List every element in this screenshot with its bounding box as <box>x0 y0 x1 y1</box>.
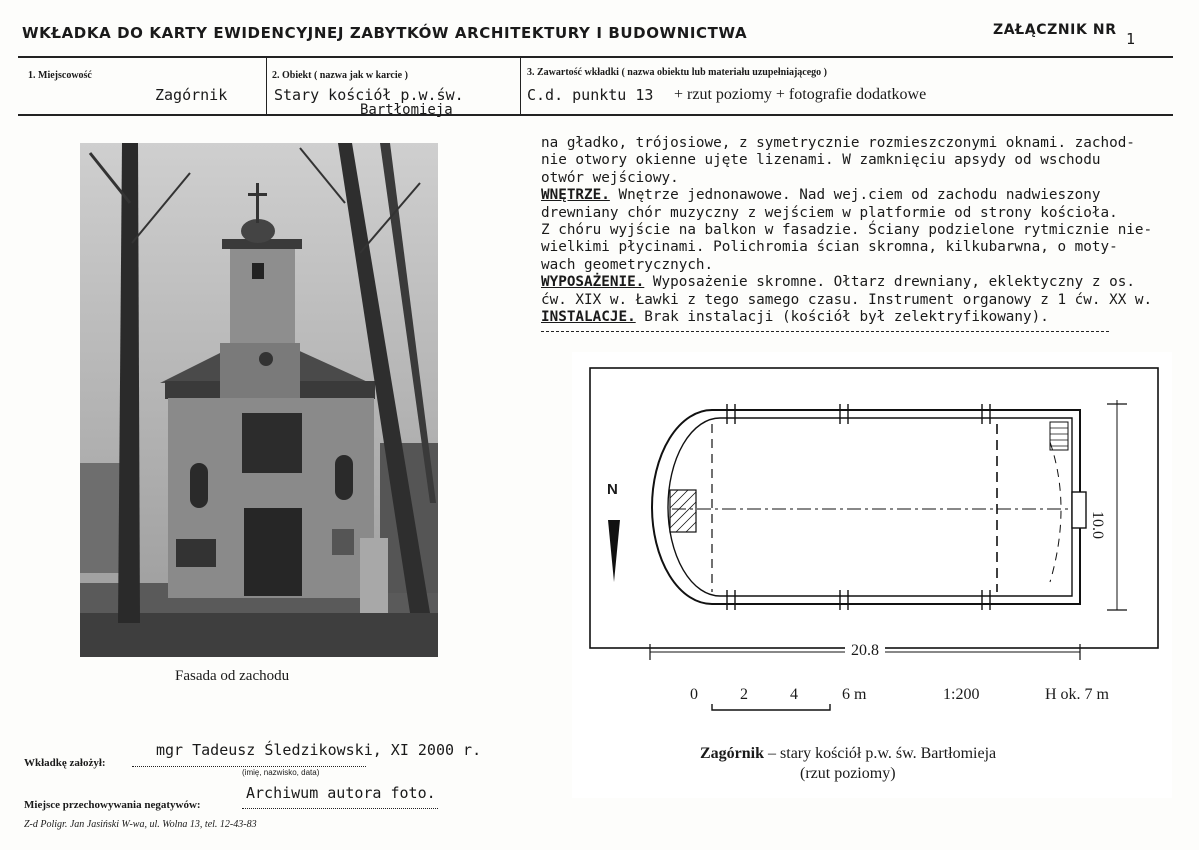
contents-value-extra: + rzut poziomy + fotografie dodatkowe <box>674 86 927 103</box>
desc-line-3: otwór wejściowy. <box>541 169 679 186</box>
desc-line-7: wielkimi płycinami. Polichromia ścian skromna, kilkubarwna, o moty- <box>541 239 1118 256</box>
header-rule <box>18 56 1173 58</box>
desc-line-2: nie otwory okienne ujęte lizenami. W zamknięciu apsydy od wschodu <box>541 152 1101 169</box>
floor-plan-panel <box>572 352 1172 798</box>
object-value-line2: Bartłomieja <box>360 102 453 118</box>
heading-wnetrze: WNĘTRZE. <box>541 187 610 204</box>
desc-line-10: ćw. XIX w. Ławki z tego samego czasu. Instrument organowy z 1 ćw. XX w. <box>541 291 1153 308</box>
author-hint: (imię, nazwisko, data) <box>242 768 320 777</box>
plan-caption-line2: (rzut poziomy) <box>800 765 896 782</box>
scale-bar <box>712 704 830 710</box>
negatives-dotted-line <box>242 808 438 809</box>
field-divider-2 <box>520 57 521 115</box>
object-label: 2. Obiekt ( nazwa jak w karcie ) <box>272 70 408 81</box>
desc-line-8: wach geometrycznych. <box>541 256 714 273</box>
scale-ratio: 1:200 <box>943 686 980 703</box>
church-photo <box>80 143 438 657</box>
contents-value: C.d. punktu 13 <box>527 86 654 104</box>
contents-label: 3. Zawartość wkładki ( nazwa obiektu lub materiału uzupełniającego ) <box>527 67 828 78</box>
negatives-value: Archiwum autora foto. <box>246 784 436 802</box>
printer-imprint: Z-d Poligr. Jan Jasiński W-wa, ul. Wolna 13, tel. 12-43-83 <box>24 819 257 830</box>
attachment-label: ZAŁĄCZNIK NR <box>993 22 1117 38</box>
desc-line-4: Wnętrze jednonawowe. Nad wej.ciem od zachodu nadwieszony <box>609 187 1101 204</box>
north-arrow <box>608 520 620 582</box>
scale-tick-6m: 6 m <box>842 686 867 703</box>
form-title: WKŁADKA DO KARTY EWIDENCYJNEJ ZABYTKÓW ARCHITEKTURY I BUDOWNICTWA <box>22 24 748 42</box>
object-value-line1: Stary kościół p.w.św. <box>274 86 464 104</box>
desc-line-6: Z chóru wyjście na balkon w fasadzie. Ściany podzielone rytmicznie nie- <box>541 222 1153 239</box>
heading-instalacje: INSTALACJE. <box>541 309 636 326</box>
desc-line-9: Wyposażenie skromne. Ołtarz drewniany, eklektyczny z os. <box>644 274 1135 291</box>
floor-plan-drawing <box>572 352 1172 798</box>
plan-caption <box>700 745 996 763</box>
description-end-rule <box>541 331 1109 332</box>
author-value: mgr Tadeusz Śledzikowski, XI 2000 r. <box>156 741 482 759</box>
locality-label: 1. Miejscowość <box>28 70 92 81</box>
scale-tick-4: 4 <box>790 686 798 703</box>
fields-rule <box>18 114 1173 116</box>
heading-wyposazenie: WYPOSAŻENIE. <box>541 274 645 291</box>
plan-caption-rest: – stary kościół p.w. św. Bartłomieja <box>764 745 997 762</box>
height-note: H ok. 7 m <box>1045 686 1109 703</box>
desc-line-11: Brak instalacji (kościół był zelektryfikowany). <box>635 309 1049 326</box>
width-dimension: 20.8 <box>845 642 885 660</box>
author-label: Wkładkę założył: <box>24 757 106 769</box>
author-dotted-line <box>132 766 366 767</box>
negatives-label: Miejsce przechowywania negatywów: <box>24 799 201 811</box>
north-label: N <box>607 481 618 498</box>
plan-caption-place: Zagórnik <box>700 745 765 762</box>
height-dimension: 10.0 <box>1088 508 1106 542</box>
field-divider-1 <box>266 57 267 115</box>
plan-outer-wall <box>652 410 1080 604</box>
locality-value: Zagórnik <box>155 86 228 104</box>
plan-inner-wall <box>668 418 1072 596</box>
scale-tick-2: 2 <box>740 686 748 703</box>
attachment-number: 1 <box>1126 30 1136 48</box>
description-text <box>541 135 1152 326</box>
scale-tick-0: 0 <box>690 686 698 703</box>
desc-line-5: drewniany chór muzyczny z wejściem w platformie od strony kościoła. <box>541 204 1118 221</box>
desc-line-1: na gładko, trójosiowe, z symetrycznie rozmieszczonymi oknami. zachod- <box>541 135 1135 151</box>
photo-caption: Fasada od zachodu <box>175 668 290 684</box>
